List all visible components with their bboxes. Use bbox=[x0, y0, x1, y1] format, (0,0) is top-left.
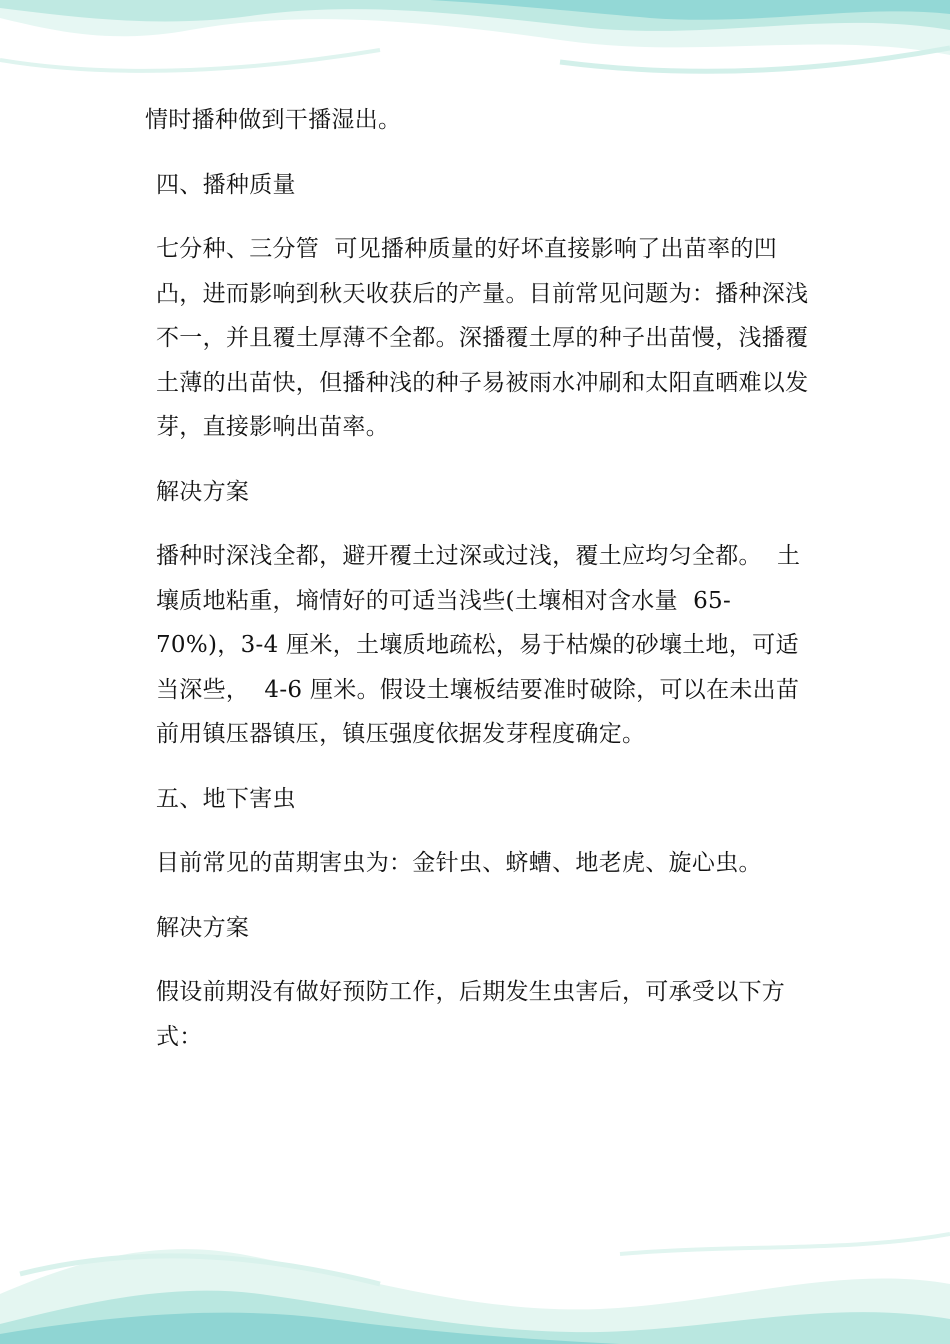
document-body bbox=[145, 98, 815, 1059]
bottom-wave-decoration bbox=[0, 1134, 950, 1344]
paragraph-sowing-quality: 七分种、三分管 可见播种质量的好坏直接影响了出苗率的凹凸，进而影响到秋天收获后的产量。目前常见问题为：播种深浅不一，并且覆土厚薄不全都。深播覆土厚的种子出苗慢，浅播覆土薄的出苗快，但播种浅的种子易被雨水冲刷和太阳直晒难以发芽，直接影响出苗率。 bbox=[156, 236, 809, 440]
section-heading-underground-pests: 五、地下害虫 bbox=[156, 785, 296, 812]
paragraph-body: 情时播种做到干播湿出。 bbox=[145, 107, 402, 133]
subheading-solution: 解决方案 bbox=[156, 914, 250, 941]
section-heading-sowing-quality: 四、播种质量 bbox=[156, 171, 296, 198]
paragraph-sowing-solution: 播种时深浅全都，避开覆土过深或过浅，覆土应均匀全都。 土壤质地粘重，墒情好的可适当浅些(土壤相对含水量 65-70%)，3-4 厘米，土壤质地疏松，易于枯燥的砂壤土地，可适当深些， 4-6 厘米。假设土壤板结要准时破除，可以在未出苗前用镇压器镇压，镇压强度依据发芽程度确定。 bbox=[156, 543, 801, 747]
paragraph-pests: 目前常见的苗期害虫为：金针虫、蛴螬、地老虎、旋心虫。 bbox=[156, 850, 762, 876]
top-wave-decoration bbox=[0, 0, 950, 95]
paragraph-pest-solution: 假设前期没有做好预防工作，后期发生虫害后，可承受以下方式： bbox=[156, 979, 786, 1050]
subheading-solution: 解决方案 bbox=[156, 478, 250, 505]
